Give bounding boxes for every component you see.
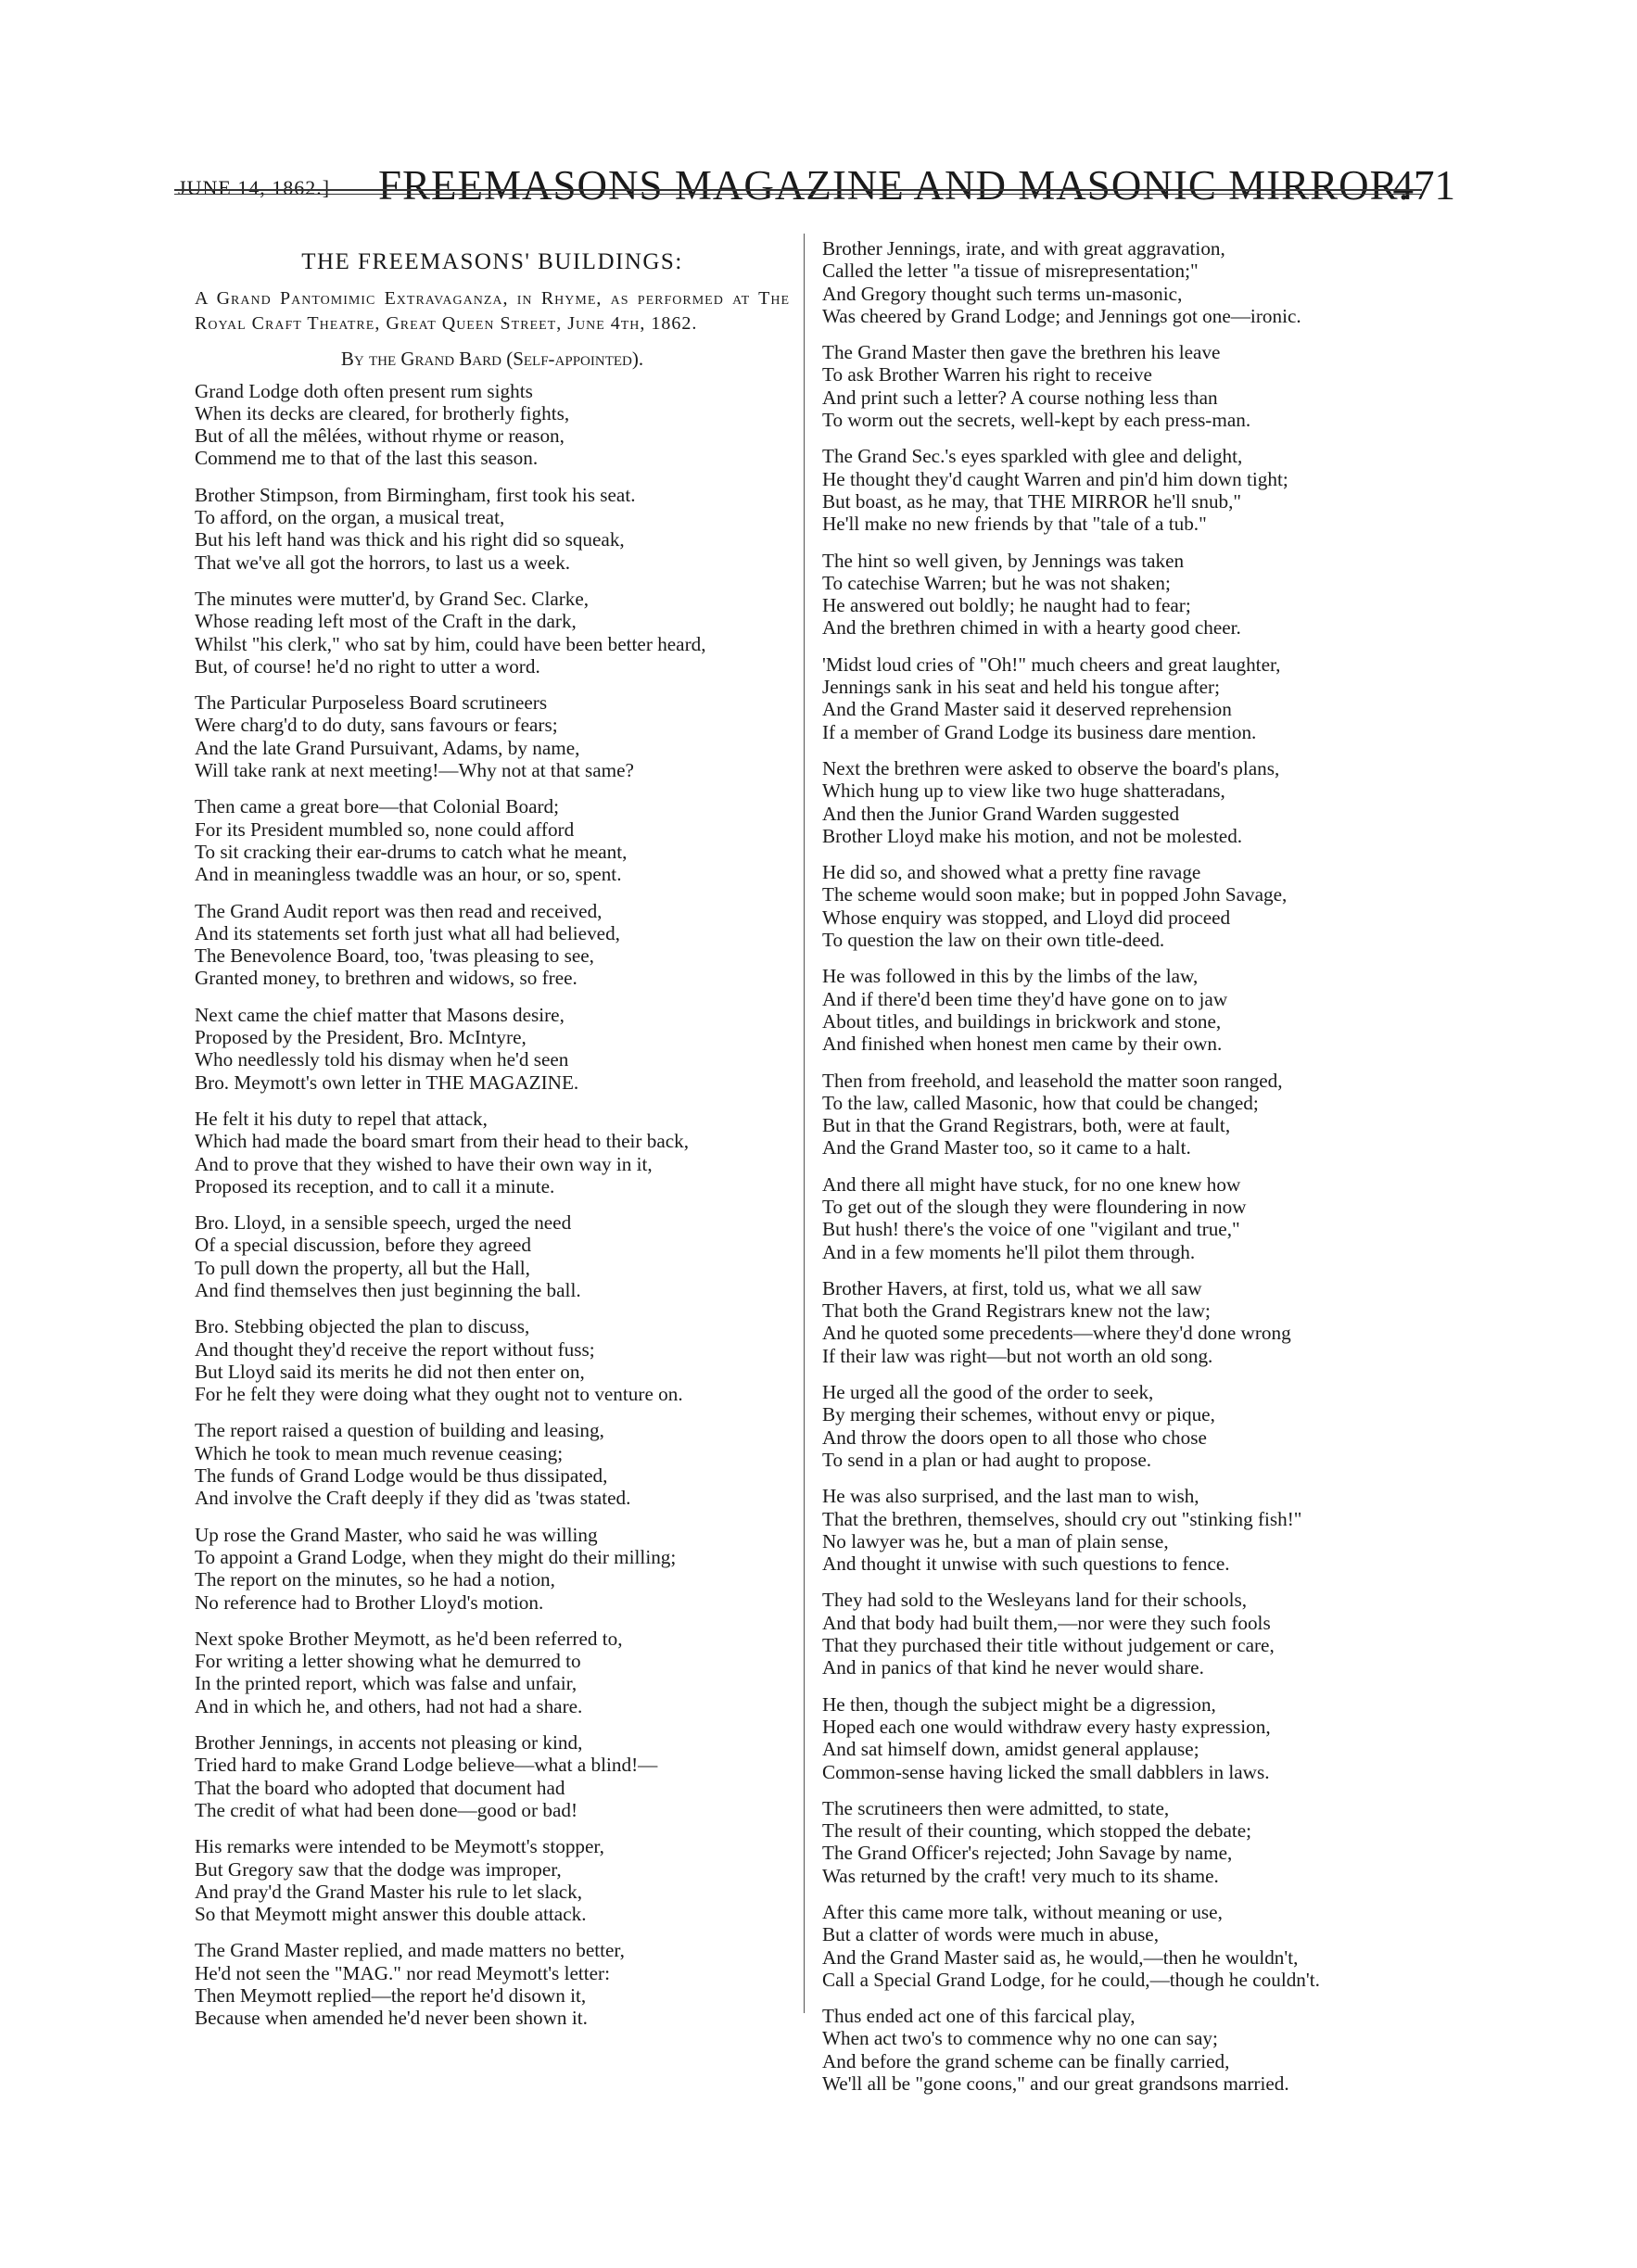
poem-line: And in meaningless twaddle was an hour, or so, spent.: [195, 863, 622, 886]
poem-line: That the brethren, themselves, should cry out "stinking fish!": [822, 1507, 1302, 1530]
stanza: [195, 1315, 790, 1405]
poem-line: The hint so well given, by Jennings was taken: [822, 549, 1185, 572]
stanza: [195, 795, 790, 885]
poem-line: Granted money, to brethren and widows, so free.: [195, 967, 577, 990]
poem-line: That the board who adopted that document had: [195, 1776, 565, 1799]
poem-line: And to prove that they wished to have their own way in it,: [195, 1152, 653, 1175]
poem-line: To worm out the secrets, well-kept by each press-man.: [822, 409, 1251, 432]
poem-line: And involve the Craft deeply if they did as 'twas stated.: [195, 1487, 631, 1510]
poem-line: But Lloyd said its merits he did not then enter on,: [195, 1360, 585, 1383]
poem-line: The Particular Purposeless Board scrutineers: [195, 691, 548, 715]
poem-line: No reference had to Brother Lloyd's motion.: [195, 1590, 544, 1614]
stanza: [822, 1070, 1434, 1159]
poem-line: They had sold to the Wesleyans land for their schools,: [822, 1589, 1248, 1612]
stanza: [822, 1589, 1434, 1679]
poem-line: That they purchased their title without judgement or care,: [822, 1634, 1275, 1657]
left-column: [195, 237, 790, 2044]
poem-line: But of all the mêlées, without rhyme or reason,: [195, 424, 565, 448]
stanza: [822, 445, 1434, 535]
poem-line: Will take rank at next meeting!—Why not at that same?: [195, 759, 634, 782]
poem-line: Called the letter "a tissue of misrepresentation;": [822, 260, 1199, 283]
poem-line: He'd not seen the "MAG." nor read Meymott's letter:: [195, 1961, 610, 1984]
poem-line: The Grand Master then gave the brethren his leave: [822, 341, 1221, 364]
poem-line: The credit of what had been done—good or bad!: [195, 1798, 578, 1821]
poem-line: Bro. Stebbing objected the plan to discuss,: [195, 1315, 530, 1338]
poem-line: Of a special discussion, before they agreed: [195, 1234, 531, 1257]
stanza: [822, 653, 1434, 743]
poem-line: 'Midst loud cries of "Oh!" much cheers and great laughter,: [822, 653, 1281, 676]
poem-line: The funds of Grand Lodge would be thus dissipated,: [195, 1464, 608, 1488]
poem-line: Which hung up to view like two huge shatteradans,: [822, 779, 1225, 803]
poem-line: The Grand Officer's rejected; John Savage by name,: [822, 1842, 1233, 1865]
poem-line: In the printed report, which was false and unfair,: [195, 1672, 577, 1695]
header-date: JUNE 14, 1862.]: [178, 176, 331, 199]
poem-line: He urged all the good of the order to seek,: [822, 1381, 1154, 1404]
poem-line: Bro. Lloyd, in a sensible speech, urged the need: [195, 1211, 572, 1235]
poem-line: His remarks were intended to be Meymott's stopper,: [195, 1835, 604, 1858]
stanza: [822, 341, 1434, 431]
poem-line: Then Meymott replied—the report he'd disown it,: [195, 1984, 587, 2007]
poem-line: Then came a great bore—that Colonial Board;: [195, 795, 560, 818]
poem-line: To send in a plan or had aught to propose.: [822, 1448, 1152, 1471]
stanza: [822, 1173, 1434, 1263]
poem-line: Bro. Meymott's own letter in THE MAGAZINE.: [195, 1071, 579, 1094]
poem-line: Proposed by the President, Bro. McIntyre,: [195, 1026, 527, 1049]
poem-line: Brother Jennings, in accents not pleasing or kind,: [195, 1731, 583, 1755]
poem-line: Grand Lodge doth often present rum sights: [195, 379, 533, 402]
poem-line: And that body had built them,—nor were they such fools: [822, 1611, 1271, 1634]
poem-line: Thus ended act one of this farcical play,: [822, 2005, 1136, 2028]
poem-line: Next spoke Brother Meymott, as he'd been referred to,: [195, 1627, 623, 1650]
article-title: THE FREEMASONS' BUILDINGS:: [301, 249, 683, 274]
poem-line: But in that the Grand Registrars, both, were at fault,: [822, 1114, 1231, 1137]
poem-line: And throw the doors open to all those who chose: [822, 1425, 1207, 1449]
poem-line: Was returned by the craft! very much to its shame.: [822, 1864, 1219, 1887]
poem-line: Were charg'd to do duty, sans favours or fears;: [195, 714, 558, 737]
poem-line: He then, though the subject might be a digression,: [822, 1692, 1216, 1716]
poem-line: He did so, and showed what a pretty fine ravage: [822, 861, 1201, 884]
poem-line: But Gregory saw that the dodge was improper,: [195, 1857, 562, 1881]
poem-line: When its decks are cleared, for brotherly fights,: [195, 401, 570, 424]
poem-line: And thought they'd receive the report without fuss;: [195, 1337, 595, 1361]
poem-line: And the Grand Master said it deserved reprehension: [822, 698, 1232, 721]
poem-line: Brother Havers, at first, told us, what we all saw: [822, 1276, 1202, 1299]
poem-line: And Gregory thought such terms un-masonic,: [822, 282, 1183, 305]
poem-line: No lawyer was he, but a man of plain sense,: [822, 1529, 1169, 1552]
poem-line: Who needlessly told his dismay when he'd seen: [195, 1048, 569, 1071]
poem-line: And then the Junior Grand Warden suggested: [822, 802, 1180, 825]
poem-line: He felt it his duty to repel that attack,: [195, 1107, 488, 1130]
poem-line: But boast, as he may, that THE MIRROR he'll snub,": [822, 489, 1242, 513]
poem-line: And find themselves then just beginning the ball.: [195, 1278, 581, 1301]
poem-line: Hoped each one would withdraw every hasty expression,: [822, 1715, 1271, 1738]
poem-line: Whose enquiry was stopped, and Lloyd did proceed: [822, 906, 1231, 929]
stanza: [822, 1797, 1434, 1887]
poem-line: The scheme would soon make; but in popped John Savage,: [822, 883, 1288, 906]
stanza: [822, 861, 1434, 951]
stanza: [822, 1693, 1434, 1783]
poem-line: And the Grand Master said as, he would,—then he wouldn't,: [822, 1945, 1299, 1969]
poem-line: After this came more talk, without meaning or use,: [822, 1901, 1223, 1923]
poem-line: So that Meymott might answer this double attack.: [195, 1903, 587, 1926]
poem-line: To get out of the slough they were floundering in now: [822, 1195, 1247, 1218]
poem-line: Commend me to that of the last this season.: [195, 447, 539, 470]
stanza: [822, 1901, 1434, 1991]
poem-line: And thought it unwise with such questions to fence.: [822, 1552, 1230, 1576]
article-subtitle: A Grand Pantomimic Extravaganza, in Rhyme, as performed at The Royal Craft Theatre, Great Queen Street, June 4th, 1862.: [195, 288, 790, 335]
stanza: [195, 1419, 790, 1509]
stanza: [195, 691, 790, 781]
left-poem: [195, 380, 790, 2030]
poem-line: The scrutineers then were admitted, to state,: [822, 1796, 1170, 1819]
poem-line: To afford, on the organ, a musical treat,: [195, 506, 505, 529]
poem-line: Whilst "his clerk," who sat by him, could have been better heard,: [195, 632, 706, 655]
poem-line: To catechise Warren; but he was not shaken;: [822, 571, 1171, 594]
poem-line: He thought they'd caught Warren and pin'd him down tight;: [822, 467, 1288, 490]
poem-line: But a clatter of words were much in abuse,: [822, 1923, 1160, 1946]
poem-line: But, of course! he'd no right to utter a word.: [195, 654, 540, 678]
poem-line: Common-sense having licked the small dabblers in laws.: [822, 1760, 1270, 1783]
stanza: [822, 1381, 1434, 1471]
poem-line: The minutes were mutter'd, by Grand Sec. Clarke,: [195, 587, 590, 610]
poem-line: By merging their schemes, without envy or pique,: [822, 1403, 1215, 1426]
poem-line: And the late Grand Pursuivant, Adams, by name,: [195, 736, 580, 759]
poem-line: He answered out boldly; he naught had to fear;: [822, 594, 1191, 617]
poem-line: We'll all be "gone coons," and our great grandsons married.: [822, 2072, 1289, 2096]
poem-line: And finished when honest men came by their own.: [822, 1033, 1223, 1056]
poem-line: Brother Stimpson, from Birmingham, first took his seat.: [195, 483, 636, 506]
column-divider: [804, 234, 805, 2013]
right-poem: [822, 237, 1434, 2095]
stanza: [822, 757, 1434, 847]
stanza: [822, 550, 1434, 640]
poem-line: The report raised a question of building and leasing,: [195, 1419, 604, 1442]
poem-line: Next came the chief matter that Masons desire,: [195, 1003, 565, 1026]
poem-line: That we've all got the horrors, to last us a week.: [195, 551, 571, 574]
stanza: [195, 1004, 790, 1094]
stanza: [822, 237, 1434, 327]
poem-line: He was followed in this by the limbs of the law,: [822, 965, 1199, 988]
poem-line: To sit cracking their ear-drums to catch what he meant,: [195, 840, 628, 863]
poem-line: To question the law on their own title-deed.: [822, 929, 1165, 952]
stanza: [822, 1485, 1434, 1575]
stanza: [195, 900, 790, 990]
poem-line: And pray'd the Grand Master his rule to let slack,: [195, 1880, 583, 1903]
poem-line: And print such a letter? A course nothing less than: [822, 386, 1218, 409]
poem-line: And its statements set forth just what all had believed,: [195, 921, 620, 944]
poem-line: And in which he, and others, had not had a share.: [195, 1694, 583, 1717]
poem-line: About titles, and buildings in brickwork and stone,: [822, 1009, 1222, 1033]
poem-line: Jennings sank in his seat and held his tongue after;: [822, 676, 1220, 699]
stanza: [822, 2005, 1434, 2095]
poem-line: The report on the minutes, so he had a notion,: [195, 1568, 555, 1591]
stanza: [195, 484, 790, 574]
poem-line: But hush! there's the voice of one "vigilant and true,": [822, 1218, 1240, 1241]
poem-line: But his left hand was thick and his right did so squeak,: [195, 528, 625, 551]
stanza: [195, 588, 790, 678]
poem-line: For writing a letter showing what he demurred to: [195, 1650, 581, 1673]
header-rule: [174, 189, 1422, 195]
poem-line: The Grand Sec.'s eyes sparkled with glee and delight,: [822, 445, 1243, 468]
poem-line: And in a few moments he'll pilot them through.: [822, 1240, 1196, 1263]
poem-line: To the law, called Masonic, how that could be changed;: [822, 1091, 1259, 1114]
poem-line: Which he took to mean much revenue ceasing;: [195, 1441, 564, 1464]
stanza: [195, 1835, 790, 1925]
poem-line: Next the brethren were asked to observe the board's plans,: [822, 756, 1280, 779]
page-number: 471: [1392, 162, 1455, 209]
poem-line: And the brethren chimed in with a hearty good cheer.: [822, 616, 1241, 640]
poem-line: Tried hard to make Grand Lodge believe—what a blind!—: [195, 1754, 658, 1777]
stanza: [195, 1108, 790, 1197]
stanza: [822, 1277, 1434, 1367]
poem-line: That both the Grand Registrars knew not the law;: [822, 1299, 1211, 1323]
stanza: [195, 1939, 790, 2029]
stanza: [195, 1628, 790, 1717]
poem-line: The Grand Master replied, and made matters no better,: [195, 1939, 625, 1962]
poem-line: For he felt they were doing what they ought not to venture on.: [195, 1383, 683, 1406]
poem-line: He was also surprised, and the last man to wish,: [822, 1485, 1199, 1508]
running-header: [158, 122, 1455, 215]
poem-line: To appoint a Grand Lodge, when they might do their milling;: [195, 1545, 677, 1568]
poem-line: The Benevolence Board, too, 'twas pleasing to see,: [195, 944, 594, 968]
poem-line: Whose reading left most of the Craft in the dark,: [195, 610, 577, 633]
poem-line: To ask Brother Warren his right to receive: [822, 363, 1152, 386]
poem-line: And he quoted some precedents—where they'd done wrong: [822, 1322, 1291, 1345]
poem-line: Was cheered by Grand Lodge; and Jennings got one—ironic.: [822, 304, 1301, 327]
poem-line: And sat himself down, amidst general applause;: [822, 1738, 1199, 1761]
poem-line: Because when amended he'd never been shown it.: [195, 2007, 588, 2030]
poem-line: For its President mumbled so, none could afford: [195, 817, 575, 841]
article-byline: By the Grand Bard (Self-appointed).: [340, 348, 644, 371]
stanza: [195, 1524, 790, 1614]
poem-line: Brother Jennings, irate, and with great aggravation,: [822, 237, 1225, 260]
header-title: FREEMASONS MAGAZINE AND MASONIC MIRROR.: [378, 162, 1410, 209]
poem-line: To pull down the property, all but the Hall,: [195, 1256, 530, 1279]
stanza: [195, 1211, 790, 1301]
poem-line: He'll make no new friends by that "tale of a tub.": [822, 513, 1207, 536]
poem-line: When act two's to commence why no one can say;: [822, 2027, 1218, 2050]
poem-line: Proposed its reception, and to call it a minute.: [195, 1174, 555, 1197]
poem-line: The Grand Audit report was then read and received,: [195, 899, 603, 922]
poem-line: And there all might have stuck, for no one knew how: [822, 1172, 1241, 1196]
poem-line: Then from freehold, and leasehold the matter soon ranged,: [822, 1069, 1283, 1092]
poem-line: And before the grand scheme can be finally carried,: [822, 2049, 1230, 2072]
poem-line: Up rose the Grand Master, who said he was willing: [195, 1523, 598, 1546]
stanza: [195, 380, 790, 470]
poem-line: And if there'd been time they'd have gone on to jaw: [822, 987, 1228, 1010]
right-column: [822, 237, 1434, 2109]
poem-line: If a member of Grand Lodge its business dare mention.: [822, 720, 1257, 743]
poem-line: The result of their counting, which stopped the debate;: [822, 1819, 1252, 1843]
poem-line: And in panics of that kind he never would share.: [822, 1656, 1204, 1679]
poem-line: Which had made the board smart from their head to their back,: [195, 1130, 690, 1153]
stanza: [822, 965, 1434, 1055]
poem-line: If their law was right—but not worth an old song.: [822, 1344, 1213, 1367]
poem-line: And the Grand Master too, so it came to a halt.: [822, 1136, 1191, 1159]
stanza: [195, 1731, 790, 1821]
poem-line: Call a Special Grand Lodge, for he could,—though he couldn't.: [822, 1968, 1320, 1991]
poem-line: Brother Lloyd make his motion, and not be molested.: [822, 824, 1243, 847]
